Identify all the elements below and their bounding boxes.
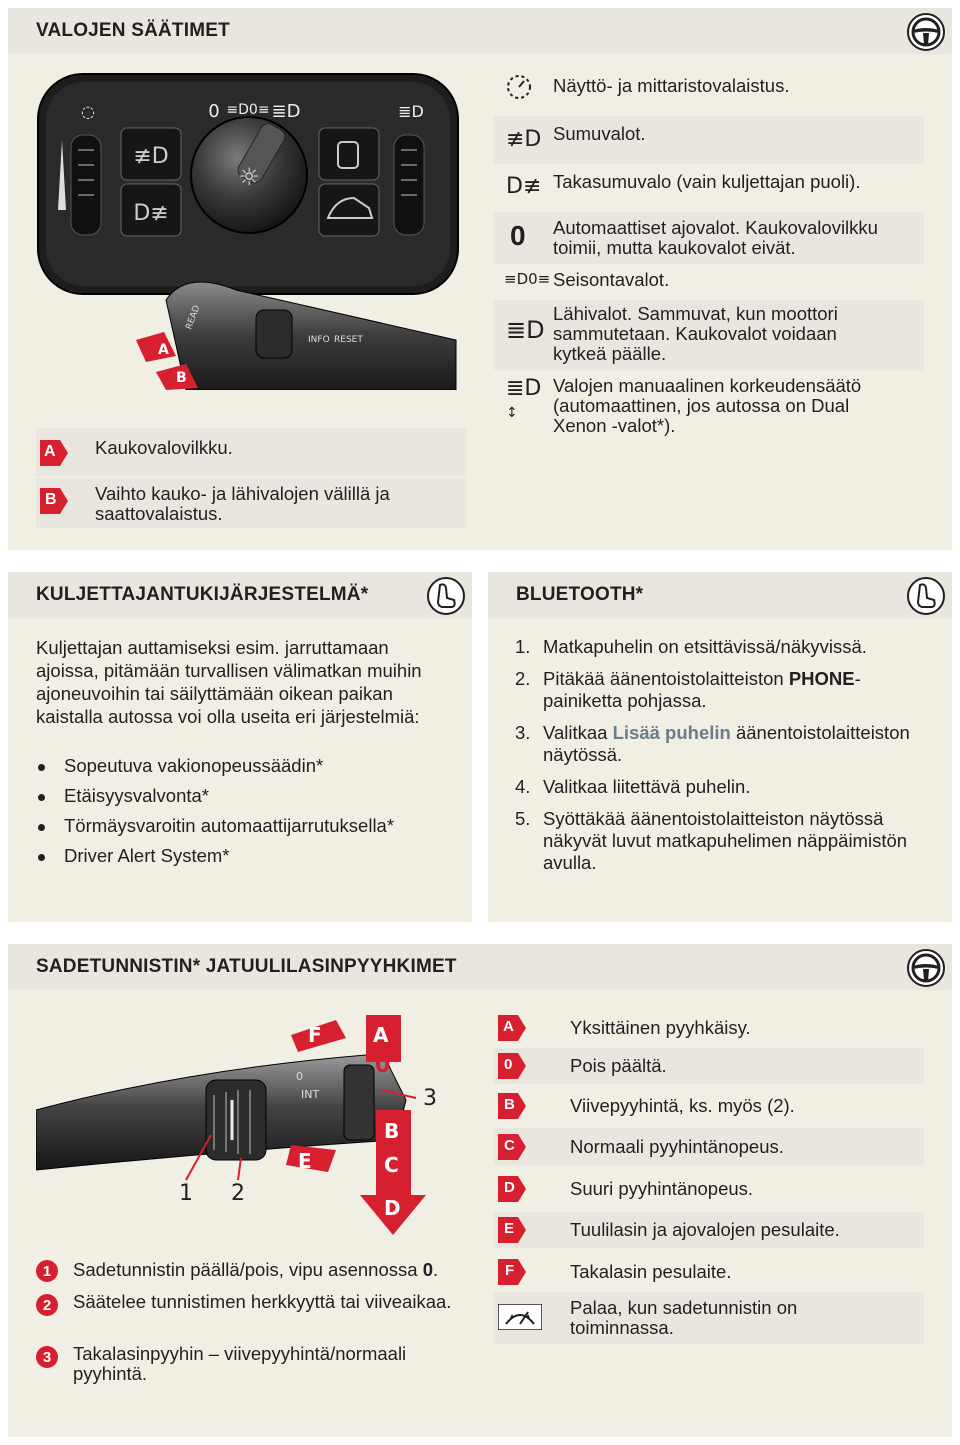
light-row-1 xyxy=(494,62,924,110)
driver-support-header xyxy=(8,572,472,618)
svg-text:◌: ◌ xyxy=(81,102,95,121)
wipers-title: SADETUNNISTIN* JATUULILASINPYYHKIMET xyxy=(36,956,457,977)
svg-text:≣D: ≣D xyxy=(271,101,301,122)
wiper-row-text: Takalasin pesulaite. xyxy=(570,1261,732,1282)
light-row-2 xyxy=(494,116,924,164)
wiper-letter: F xyxy=(505,1262,515,1279)
wiper-row-text: Tuulilasin ja ajovalojen pesulaite. xyxy=(570,1219,840,1240)
steering-wheel-icon xyxy=(906,12,946,52)
diagram-arrow-a: A xyxy=(158,342,169,358)
wiper-row-text: Normaali pyyhintänopeus. xyxy=(570,1136,784,1157)
callout-a-text: Kaukovalovilkku. xyxy=(95,437,233,458)
wiper-letter: A xyxy=(503,1018,514,1035)
letter-a: A xyxy=(44,443,56,460)
auto-lights-zero-icon: 0 xyxy=(510,220,526,251)
low-beam-icon: ≣D xyxy=(506,316,545,344)
wiper-row xyxy=(494,1088,924,1124)
letter-b: B xyxy=(45,491,57,508)
svg-text:D≢: D≢ xyxy=(133,201,169,226)
wiper-row-text: Pois päältä. xyxy=(570,1055,667,1076)
wiper-arrow-b: B xyxy=(384,1119,400,1143)
diagram-arrow-b: B xyxy=(176,370,187,386)
front-fog-light-icon: ≢D xyxy=(506,127,542,152)
light-row-6 xyxy=(494,300,924,370)
wiper-stalk-illustration xyxy=(36,1010,466,1240)
stalk-read-label: READ xyxy=(184,304,203,332)
wiper-row xyxy=(494,1010,924,1046)
bluetooth-title: BLUETOOTH* xyxy=(516,584,644,605)
list-item: 3. Valitkaa Lisää puhelin äänentoistolaitteiston näytössä. xyxy=(515,722,910,765)
dashboard-lighting-icon xyxy=(504,72,534,102)
rain-sensor-icon xyxy=(498,1304,542,1330)
circle-number-3: 3 xyxy=(36,1346,58,1368)
wiper-note-2: Säätelee tunnistimen herkkyyttä tai viiveaikaa. xyxy=(73,1291,452,1312)
list-item: Etäisyysvalvonta* xyxy=(36,786,456,806)
wiper-letter: B xyxy=(504,1096,515,1113)
svg-text:☼: ☼ xyxy=(238,163,260,191)
lights-title: VALOJEN SÄÄTIMET xyxy=(36,20,230,41)
wiper-letter: E xyxy=(504,1220,515,1237)
wiper-row xyxy=(494,1254,924,1290)
svg-text:≢D: ≢D xyxy=(133,144,169,169)
light-row-3-text: Takasumuvalo (vain kuljettajan puoli). xyxy=(553,171,861,192)
driver-support-title: KULJETTAJANTUKIJÄRJESTELMÄ* xyxy=(36,584,369,605)
wiper-arrow-e: E xyxy=(298,1149,312,1173)
light-row-5 xyxy=(494,266,924,296)
light-row-6-text: Lähivalot. Sammuvat, kun moottori sammutetaan. Kaukovalot voidaan kytkeä päälle. xyxy=(553,303,838,364)
driver-support-intro: Kuljettajan auttamiseksi esim. jarruttamaan ajoissa, pitämään turvallisen välimatkan muihin ajoneuvoihin tai säilyttämään oikean paikan kaistalla autossa voi olla useita eri järjestelmiä: xyxy=(36,637,422,727)
seat-icon xyxy=(906,576,946,616)
seat-icon xyxy=(426,576,466,616)
wiper-letter: C xyxy=(504,1137,515,1154)
list-item: 5. Syöttäkää äänentoistolaitteiston näytössä näkyvät luvut matkapuhelimen näppäimistön avulla. xyxy=(515,808,908,873)
wiper-arrow-a: A xyxy=(373,1023,389,1047)
wiper-row-text: Suuri pyyhintänopeus. xyxy=(570,1178,754,1199)
wiper-row xyxy=(494,1128,924,1166)
lights-function-list xyxy=(494,62,924,444)
svg-text:≣D: ≣D xyxy=(398,102,424,121)
wiper-label-2: 2 xyxy=(231,1181,245,1206)
circle-number-2: 2 xyxy=(36,1294,58,1316)
wiper-arrow-c: C xyxy=(384,1153,399,1177)
wiper-row xyxy=(494,1170,924,1208)
light-row-5-text: Seisontavalot. xyxy=(553,269,670,290)
wiper-letter: D xyxy=(504,1179,515,1196)
wiper-zero-small-label: 0 xyxy=(296,1070,303,1083)
rear-fog-light-icon: D≢ xyxy=(506,174,542,199)
lights-header xyxy=(8,8,952,54)
light-row-4-text: Automaattiset ajovalot. Kaukovalovilkku toimii, mutta kaukovalot eivät. xyxy=(553,217,878,258)
wiper-row xyxy=(494,1212,924,1248)
wiper-arrow-zero: 0 xyxy=(375,1053,391,1078)
svg-text:≡D0≡: ≡D0≡ xyxy=(226,102,270,118)
light-row-1-text: Näyttö- ja mittaristovalaistus. xyxy=(553,75,790,96)
list-item: Törmäysvaroitin automaattijarrutuksella* xyxy=(36,816,456,836)
parking-lights-icon: ≡D0≡ xyxy=(504,270,551,288)
stalk-reset-label: RESET xyxy=(334,335,363,345)
steering-wheel-icon xyxy=(906,948,946,988)
wiper-row-text: Yksittäinen pyyhkäisy. xyxy=(570,1017,751,1038)
bluetooth-steps xyxy=(515,636,927,884)
wiper-notes xyxy=(0,1258,480,1398)
wiper-label-1: 1 xyxy=(179,1181,193,1206)
wiper-arrow-f: F xyxy=(308,1023,322,1047)
switch-zero-label: 0 xyxy=(208,101,220,122)
list-item: Driver Alert System* xyxy=(36,846,456,866)
wiper-row-text: Viivepyyhintä, ks. myös (2). xyxy=(570,1095,795,1116)
list-item: 4. Valitkaa liitettävä puhelin. xyxy=(515,776,751,797)
wiper-note-3: Takalasinpyyhin – viivepyyhintä/normaali pyyhintä. xyxy=(73,1343,407,1384)
light-row-2-text: Sumuvalot. xyxy=(553,123,646,144)
wiper-row xyxy=(494,1292,924,1344)
list-item: 1. Matkapuhelin on etsittävissä/näkyvissä. xyxy=(515,636,867,657)
light-row-4 xyxy=(494,212,924,264)
light-switch-illustration xyxy=(36,60,466,390)
list-item: 2. Pitäkää äänentoistolaitteiston PHONE-painiketta pohjassa. xyxy=(515,668,861,711)
wiper-row-text: Palaa, kun sadetunnistin on toiminnassa. xyxy=(570,1297,798,1338)
driver-support-list xyxy=(36,756,456,876)
headlight-leveling-icon: ≣D ↕ xyxy=(506,376,542,421)
wiper-note-1: Sadetunnistin päällä/pois, vipu asennossa 0. xyxy=(73,1259,439,1280)
light-row-7 xyxy=(494,372,924,444)
list-item: Sopeutuva vakionopeussäädin* xyxy=(36,756,456,776)
stalk-info-label: INFO xyxy=(308,335,330,345)
callout-b-text: Vaihto kauko- ja lähivalojen välillä ja saattovalaistus. xyxy=(95,483,390,524)
wipers-header xyxy=(8,944,952,990)
light-row-3 xyxy=(494,166,924,210)
wiper-label-3: 3 xyxy=(423,1086,437,1111)
circle-number-1: 1 xyxy=(36,1260,58,1282)
wiper-letter: 0 xyxy=(504,1056,513,1073)
light-row-7-text: Valojen manuaalinen korkeudensäätö (automaattinen, jos autossa on Dual Xenon -valot*). xyxy=(553,375,862,436)
bluetooth-header xyxy=(488,572,952,618)
wiper-function-list xyxy=(494,1010,924,1350)
wiper-int-label: INT xyxy=(301,1088,320,1101)
wiper-row xyxy=(494,1048,924,1084)
wiper-arrow-d: D xyxy=(384,1196,401,1220)
